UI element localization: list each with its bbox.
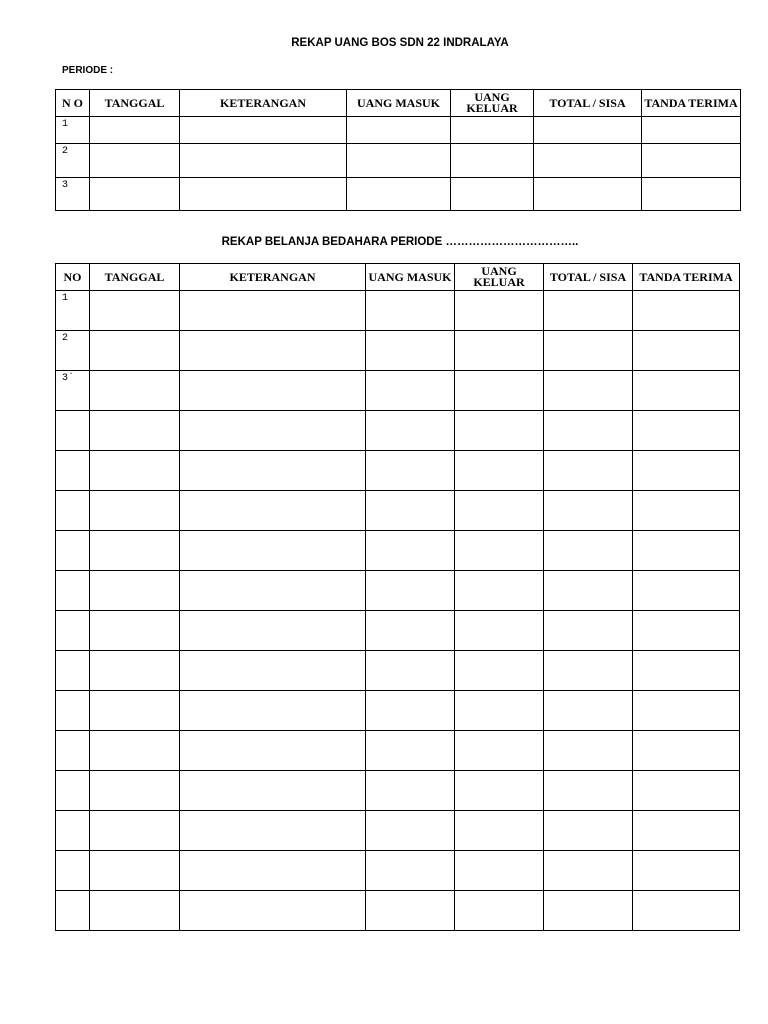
cell-uang-keluar: [455, 331, 544, 371]
cell-uang-keluar: [455, 691, 544, 731]
cell-tanda-terima: [633, 571, 740, 611]
cell-tanda-terima: [633, 691, 740, 731]
cell-uang-masuk: [366, 331, 455, 371]
cell-tanggal: [90, 771, 180, 811]
row-number: 1: [56, 291, 90, 331]
cell-uang-masuk: [366, 491, 455, 531]
header-uang-masuk: UANG MASUK: [366, 264, 455, 291]
cell-keterangan: [180, 611, 366, 651]
row-number: [56, 891, 90, 931]
cell-keterangan: [180, 371, 366, 411]
cell-tanggal: [90, 571, 180, 611]
cell-uang-masuk: [366, 651, 455, 691]
header-total-sisa: TOTAL / SISA: [544, 264, 633, 291]
table-row: [56, 291, 740, 331]
cell-total-sisa: [544, 291, 633, 331]
cell-tanda-terima: [633, 531, 740, 571]
cell-tanda-terima: [633, 891, 740, 931]
cell-tanggal: [90, 491, 180, 531]
header-tanda-terima: TANDA TERIMA: [633, 264, 740, 291]
cell-uang-keluar: [455, 451, 544, 491]
rekap-uang-table: [55, 89, 741, 211]
cell-total-sisa: [544, 851, 633, 891]
cell-uang-keluar: [455, 771, 544, 811]
cell-uang-masuk: [366, 611, 455, 651]
cell-keterangan: [180, 451, 366, 491]
cell-tanggal: [90, 451, 180, 491]
table-row: [56, 411, 740, 451]
row-number: 2: [56, 331, 90, 371]
cell-tanda-terima: [633, 851, 740, 891]
header-uang-keluar: UANG KELUAR: [451, 90, 534, 117]
table-row: [56, 811, 740, 851]
cell-keterangan: [180, 571, 366, 611]
cell-uang-masuk: [366, 731, 455, 771]
cell-tanda-terima: [633, 371, 740, 411]
cell-total-sisa: [544, 691, 633, 731]
cell-uang-keluar: [455, 851, 544, 891]
cell-tanggal: [90, 651, 180, 691]
cell-tanda-terima: [633, 491, 740, 531]
table-row: [56, 611, 740, 651]
cell-tanggal: [90, 371, 180, 411]
cell-total-sisa: [544, 571, 633, 611]
row-number: [56, 731, 90, 771]
header-no: N O: [56, 90, 90, 117]
cell-tanggal: [90, 331, 180, 371]
cell-tanggal: [90, 411, 180, 451]
cell-keterangan: [180, 731, 366, 771]
row-number: [56, 851, 90, 891]
cell-uang-masuk: [347, 117, 451, 144]
table-row: [56, 178, 741, 211]
cell-total-sisa: [544, 771, 633, 811]
table-row: [56, 331, 740, 371]
cell-total-sisa: [534, 178, 642, 211]
row-number: [56, 651, 90, 691]
row-number: [56, 451, 90, 491]
table-row: [56, 891, 740, 931]
cell-keterangan: [180, 851, 366, 891]
cell-tanda-terima: [633, 451, 740, 491]
cell-total-sisa: [544, 491, 633, 531]
cell-total-sisa: [544, 891, 633, 931]
cell-keterangan: [180, 291, 366, 331]
cell-keterangan: [180, 771, 366, 811]
cell-tanda-terima: [633, 291, 740, 331]
row-number: [56, 411, 90, 451]
cell-tanda-terima: [633, 771, 740, 811]
table-row: [56, 851, 740, 891]
cell-uang-masuk: [366, 771, 455, 811]
cell-uang-keluar: [455, 891, 544, 931]
table-row: [56, 531, 740, 571]
table-row: [56, 491, 740, 531]
table-row: [56, 117, 741, 144]
cell-uang-keluar: [455, 571, 544, 611]
cell-tanggal: [90, 144, 180, 178]
row-number: [56, 571, 90, 611]
header-keterangan: KETERANGAN: [180, 90, 347, 117]
row-number: [56, 491, 90, 531]
cell-uang-keluar: [455, 291, 544, 331]
table-row: [56, 571, 740, 611]
header-tanggal: TANGGAL: [90, 264, 180, 291]
cell-keterangan: [180, 651, 366, 691]
table-row: [56, 371, 740, 411]
table-row: [56, 144, 741, 178]
cell-keterangan: [180, 531, 366, 571]
header-uang-keluar: UANG KELUAR: [455, 264, 544, 291]
cell-uang-keluar: [455, 611, 544, 651]
cell-tanggal: [90, 691, 180, 731]
cell-total-sisa: [544, 531, 633, 571]
cell-tanda-terima: [633, 811, 740, 851]
cell-uang-masuk: [366, 531, 455, 571]
cell-tanda-terima: [633, 611, 740, 651]
rekap-belanja-table: [55, 263, 740, 931]
cell-total-sisa: [544, 651, 633, 691]
cell-tanda-terima: [642, 178, 741, 211]
cell-uang-masuk: [347, 178, 451, 211]
cell-uang-masuk: [366, 451, 455, 491]
cell-uang-keluar: [455, 491, 544, 531]
header-no: NO: [56, 264, 90, 291]
cell-uang-keluar: [451, 117, 534, 144]
cell-total-sisa: [544, 411, 633, 451]
row-number: [56, 691, 90, 731]
cell-total-sisa: [534, 144, 642, 178]
table-row: [56, 691, 740, 731]
cell-keterangan: [180, 331, 366, 371]
cell-keterangan: [180, 891, 366, 931]
cell-tanggal: [90, 531, 180, 571]
cell-tanggal: [90, 851, 180, 891]
row-number: [56, 531, 90, 571]
cell-tanda-terima: [633, 411, 740, 451]
cell-keterangan: [180, 811, 366, 851]
row-number: 1: [56, 117, 90, 144]
cell-uang-masuk: [366, 571, 455, 611]
cell-uang-keluar: [455, 531, 544, 571]
cell-tanggal: [90, 891, 180, 931]
header-total-sisa: TOTAL / SISA: [534, 90, 642, 117]
section-title: REKAP BELANJA BEDAHARA PERIODE ……………………………..: [221, 236, 579, 248]
row-number: 3: [56, 178, 90, 211]
table-row: [56, 651, 740, 691]
cell-tanda-terima: [633, 651, 740, 691]
cell-tanda-terima: [642, 144, 741, 178]
row-number: [56, 611, 90, 651]
cell-uang-keluar: [451, 178, 534, 211]
cell-uang-masuk: [366, 851, 455, 891]
header-keterangan: KETERANGAN: [180, 264, 366, 291]
cell-tanggal: [90, 291, 180, 331]
table-body: [56, 291, 740, 931]
document-title: REKAP UANG BOS SDN 22 INDRALAYA: [291, 37, 509, 49]
cell-uang-keluar: [455, 811, 544, 851]
row-number: 2: [56, 144, 90, 178]
cell-uang-keluar: [455, 371, 544, 411]
cell-tanggal: [90, 611, 180, 651]
cell-uang-masuk: [366, 811, 455, 851]
cell-keterangan: [180, 691, 366, 731]
cell-tanggal: [90, 178, 180, 211]
header-tanggal: TANGGAL: [90, 90, 180, 117]
cell-tanggal: [90, 811, 180, 851]
cell-uang-keluar: [451, 144, 534, 178]
cell-total-sisa: [544, 811, 633, 851]
periode-label: PERIODE :: [62, 65, 114, 76]
cell-tanda-terima: [633, 731, 740, 771]
cell-keterangan: [180, 491, 366, 531]
cell-uang-masuk: [366, 291, 455, 331]
cell-tanda-terima: [642, 117, 741, 144]
cell-tanggal: [90, 117, 180, 144]
cell-keterangan: [180, 117, 347, 144]
row-number: [56, 811, 90, 851]
cell-total-sisa: [544, 731, 633, 771]
table-row: [56, 771, 740, 811]
header-tanda-terima: TANDA TERIMA: [642, 90, 741, 117]
table-row: [56, 731, 740, 771]
cell-uang-masuk: [366, 411, 455, 451]
cell-uang-keluar: [455, 411, 544, 451]
cell-keterangan: [180, 178, 347, 211]
cell-uang-masuk: [366, 371, 455, 411]
cell-keterangan: [180, 144, 347, 178]
cell-total-sisa: [544, 611, 633, 651]
cell-tanggal: [90, 731, 180, 771]
cell-uang-masuk: [366, 691, 455, 731]
cell-uang-keluar: [455, 731, 544, 771]
cell-uang-keluar: [455, 651, 544, 691]
header-uang-masuk: UANG MASUK: [347, 90, 451, 117]
cell-uang-masuk: [347, 144, 451, 178]
cell-total-sisa: [544, 451, 633, 491]
cell-total-sisa: [534, 117, 642, 144]
cell-tanda-terima: [633, 331, 740, 371]
row-number: [56, 771, 90, 811]
row-number: 3`: [56, 371, 90, 411]
cell-total-sisa: [544, 371, 633, 411]
cell-keterangan: [180, 411, 366, 451]
cell-total-sisa: [544, 331, 633, 371]
cell-uang-masuk: [366, 891, 455, 931]
table-row: [56, 451, 740, 491]
